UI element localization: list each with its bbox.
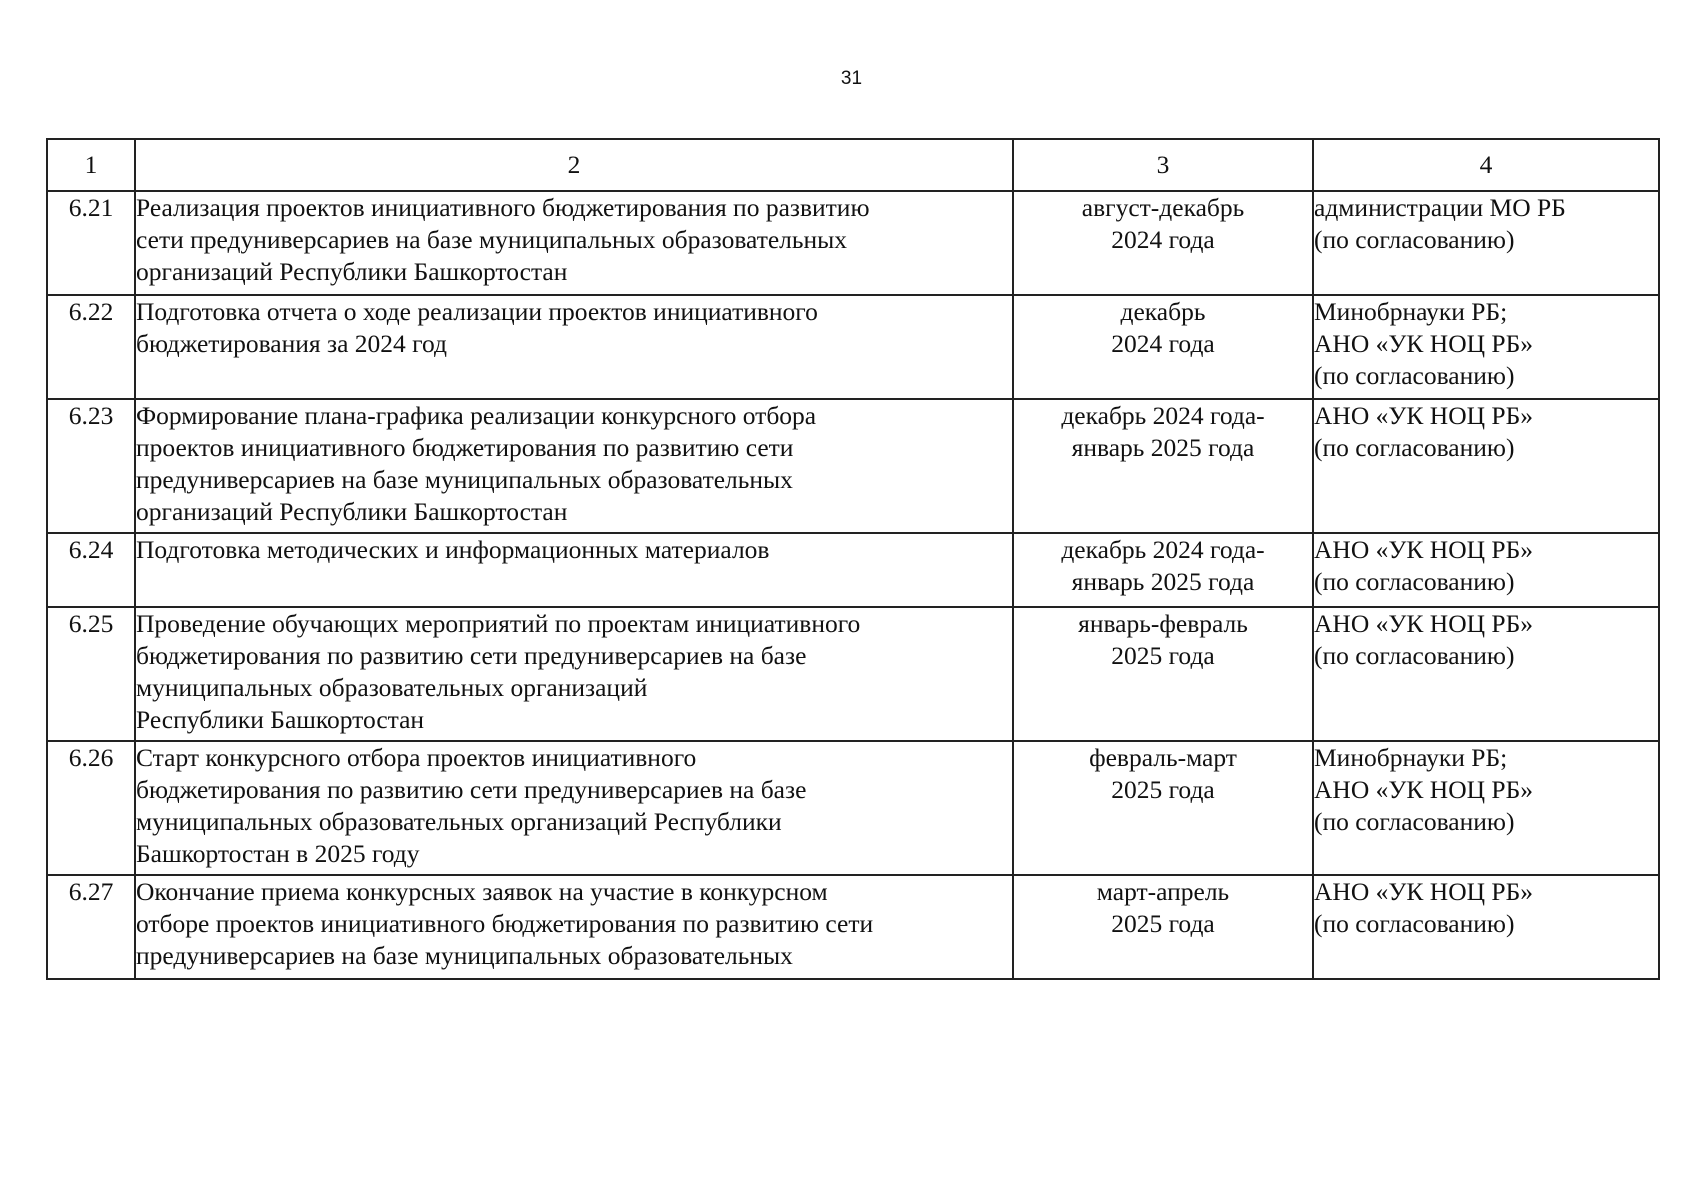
activity-name bbox=[135, 295, 1013, 399]
plan-table-body bbox=[47, 139, 1659, 979]
deadline-line: 2025 года bbox=[1111, 775, 1215, 804]
deadline bbox=[1013, 607, 1313, 741]
executor-line: АНО «УК НОЦ РБ» bbox=[1314, 775, 1534, 804]
activity-name-line: Формирование плана-графика реализации конкурсного отбора bbox=[136, 401, 817, 430]
responsible-executor bbox=[1313, 191, 1659, 295]
executor-line: (по согласованию) bbox=[1314, 641, 1515, 670]
page-number: 31 bbox=[840, 68, 863, 89]
executor-line: АНО «УК НОЦ РБ» bbox=[1314, 877, 1534, 906]
activity-name-line: Старт конкурсного отбора проектов инициативного bbox=[136, 743, 697, 772]
activity-name-line: предуниверсариев на базе муниципальных образовательных bbox=[136, 941, 793, 970]
item-number: 6.27 bbox=[47, 875, 135, 979]
responsible-executor bbox=[1313, 607, 1659, 741]
activity-name bbox=[135, 607, 1013, 741]
activity-name-line: бюджетирования по развитию сети предуниверсариев на базе bbox=[136, 641, 807, 670]
table-row bbox=[47, 875, 1659, 979]
executor-line: (по согласованию) bbox=[1314, 567, 1515, 596]
activity-name-line: Подготовка отчета о ходе реализации проектов инициативного bbox=[136, 297, 818, 326]
deadline bbox=[1013, 741, 1313, 875]
activity-name-line: Реализация проектов инициативного бюджетирования по развитию bbox=[136, 193, 870, 222]
item-number: 6.23 bbox=[47, 399, 135, 533]
deadline-line: 2024 года bbox=[1111, 329, 1215, 358]
header-row bbox=[47, 139, 1659, 191]
deadline-line: 2025 года bbox=[1111, 909, 1215, 938]
item-number: 6.24 bbox=[47, 533, 135, 607]
activity-name bbox=[135, 191, 1013, 295]
executor-line: АНО «УК НОЦ РБ» bbox=[1314, 329, 1534, 358]
item-number: 6.25 bbox=[47, 607, 135, 741]
table-row bbox=[47, 533, 1659, 607]
deadline-line: декабрь bbox=[1120, 297, 1206, 326]
activity-name-line: проектов инициативного бюджетирования по развитию сети bbox=[136, 433, 794, 462]
table-row bbox=[47, 295, 1659, 399]
item-number: 6.26 bbox=[47, 741, 135, 875]
deadline-line: февраль-март bbox=[1089, 743, 1237, 772]
deadline bbox=[1013, 399, 1313, 533]
executor-line: администрации МО РБ bbox=[1314, 193, 1566, 222]
activity-name-line: организаций Республики Башкортостан bbox=[136, 497, 568, 526]
plan-table bbox=[46, 138, 1660, 980]
activity-name bbox=[135, 741, 1013, 875]
column-header-4: 4 bbox=[1313, 139, 1659, 191]
activity-name-line: муниципальных образовательных организаций bbox=[136, 673, 648, 702]
activity-name bbox=[135, 533, 1013, 607]
table-row bbox=[47, 191, 1659, 295]
executor-line: (по согласованию) bbox=[1314, 361, 1515, 390]
activity-name-line: отборе проектов инициативного бюджетирования по развитию сети bbox=[136, 909, 874, 938]
activity-name-line: предуниверсариев на базе муниципальных образовательных bbox=[136, 465, 793, 494]
deadline-line: январь 2025 года bbox=[1071, 433, 1255, 462]
activity-name-line: Республики Башкортостан bbox=[136, 705, 425, 734]
deadline-line: 2024 года bbox=[1111, 225, 1215, 254]
column-header-2: 2 bbox=[135, 139, 1013, 191]
executor-line: (по согласованию) bbox=[1314, 909, 1515, 938]
activity-name-line: Башкортостан в 2025 году bbox=[136, 839, 420, 868]
table-row bbox=[47, 607, 1659, 741]
deadline-line: январь-февраль bbox=[1078, 609, 1248, 638]
responsible-executor bbox=[1313, 295, 1659, 399]
executor-line: АНО «УК НОЦ РБ» bbox=[1314, 535, 1534, 564]
activity-name-line: сети предуниверсариев на базе муниципальных образовательных bbox=[136, 225, 848, 254]
deadline bbox=[1013, 875, 1313, 979]
deadline bbox=[1013, 533, 1313, 607]
activity-name-line: Окончание приема конкурсных заявок на участие в конкурсном bbox=[136, 877, 828, 906]
table-row bbox=[47, 741, 1659, 875]
item-number: 6.21 bbox=[47, 191, 135, 295]
activity-name bbox=[135, 399, 1013, 533]
deadline-line: январь 2025 года bbox=[1071, 567, 1255, 596]
deadline-line: март-апрель bbox=[1096, 877, 1230, 906]
executor-line: АНО «УК НОЦ РБ» bbox=[1314, 609, 1534, 638]
deadline-line: 2025 года bbox=[1111, 641, 1215, 670]
responsible-executor bbox=[1313, 533, 1659, 607]
executor-line: Минобрнауки РБ; bbox=[1314, 297, 1508, 326]
deadline-line: декабрь 2024 года- bbox=[1061, 401, 1265, 430]
executor-line: АНО «УК НОЦ РБ» bbox=[1314, 401, 1534, 430]
activity-name-line: муниципальных образовательных организаций Республики bbox=[136, 807, 782, 836]
responsible-executor bbox=[1313, 875, 1659, 979]
deadline bbox=[1013, 295, 1313, 399]
deadline bbox=[1013, 191, 1313, 295]
executor-line: Минобрнауки РБ; bbox=[1314, 743, 1508, 772]
deadline-line: декабрь 2024 года- bbox=[1061, 535, 1265, 564]
deadline-line: август-декабрь bbox=[1081, 193, 1245, 222]
executor-line: (по согласованию) bbox=[1314, 225, 1515, 254]
activity-name-line: Проведение обучающих мероприятий по проектам инициативного bbox=[136, 609, 861, 638]
activity-name bbox=[135, 875, 1013, 979]
table-row bbox=[47, 399, 1659, 533]
column-header-3: 3 bbox=[1013, 139, 1313, 191]
responsible-executor bbox=[1313, 741, 1659, 875]
executor-line: (по согласованию) bbox=[1314, 807, 1515, 836]
activity-name-line: бюджетирования за 2024 год bbox=[136, 329, 447, 358]
item-number: 6.22 bbox=[47, 295, 135, 399]
column-header-1: 1 bbox=[47, 139, 135, 191]
activity-name-line: организаций Республики Башкортостан bbox=[136, 257, 568, 286]
executor-line: (по согласованию) bbox=[1314, 433, 1515, 462]
activity-name-line: бюджетирования по развитию сети предуниверсариев на базе bbox=[136, 775, 807, 804]
activity-name-line: Подготовка методических и информационных материалов bbox=[136, 535, 770, 564]
responsible-executor bbox=[1313, 399, 1659, 533]
